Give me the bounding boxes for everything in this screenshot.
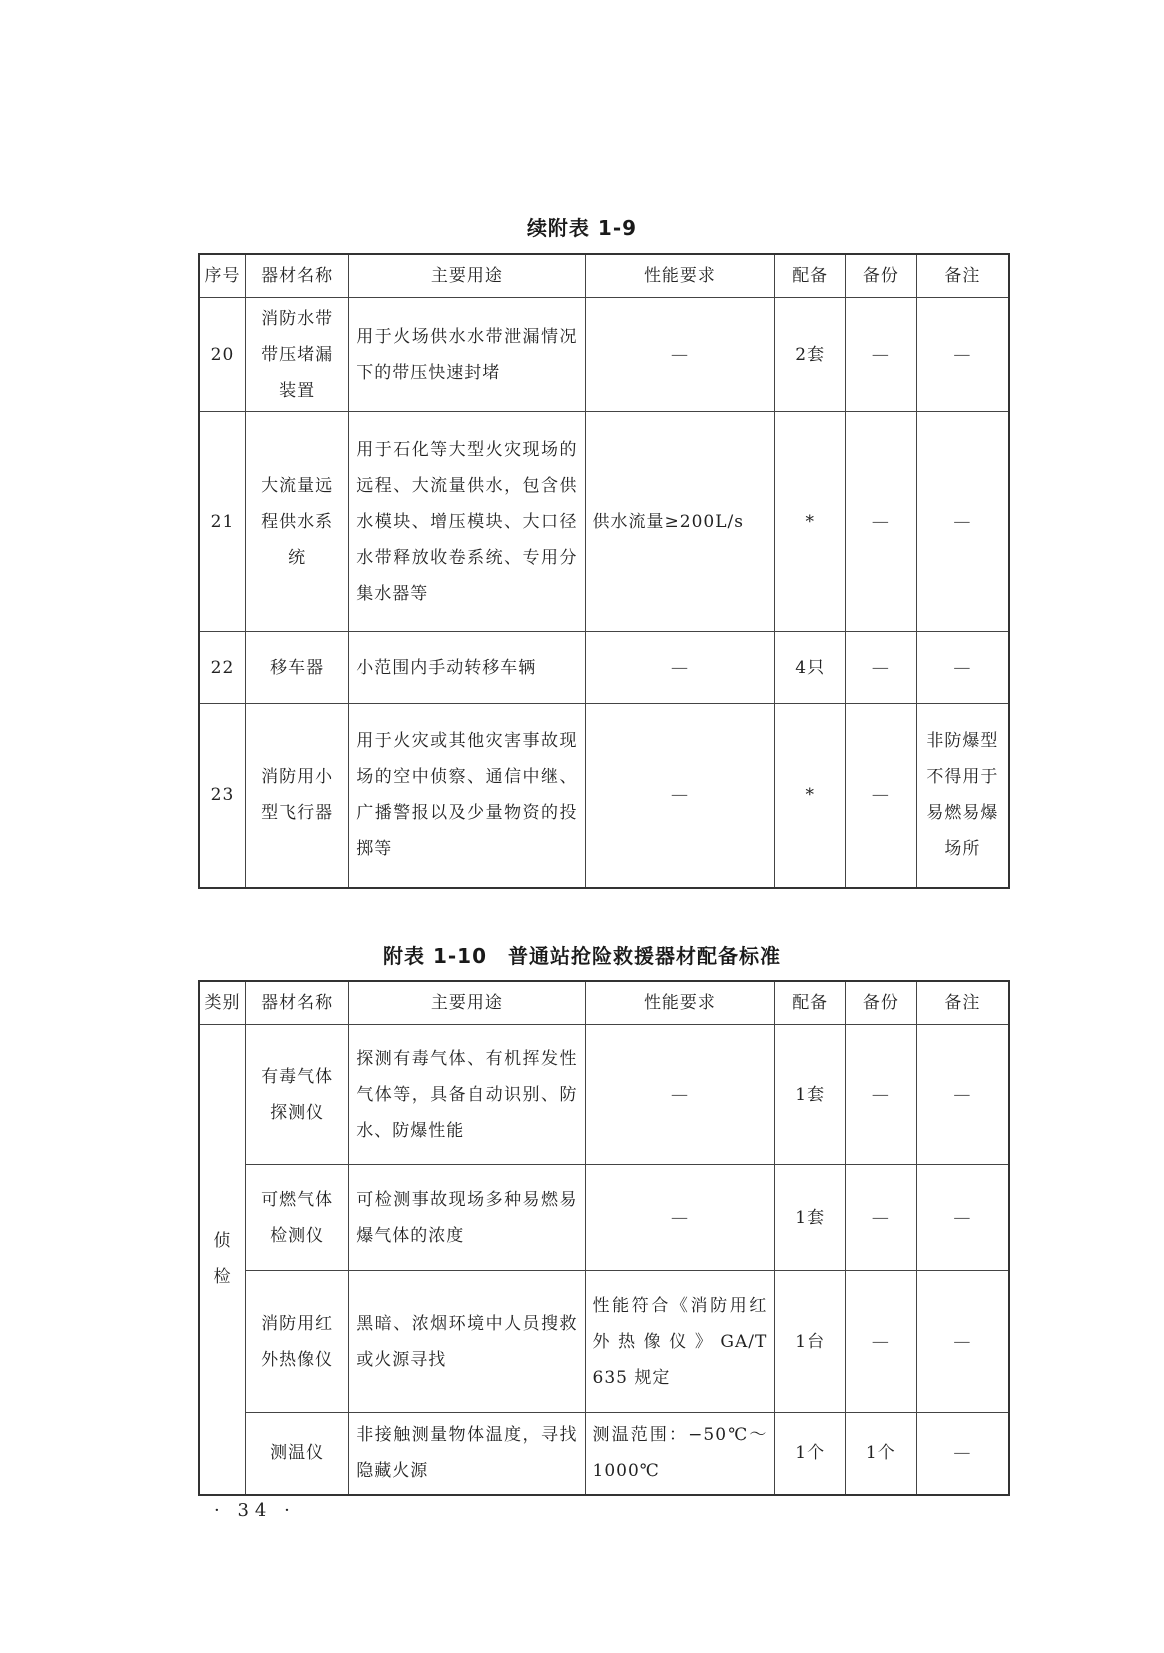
col-header-spare: 备份 (846, 981, 917, 1025)
col-header-equipped: 配备 (775, 981, 846, 1025)
equipment-usage: 用于火灾或其他灾害事故现场的空中侦察、通信中继、广播警报以及少量物资的投掷等 (349, 704, 585, 888)
performance-requirement: — (585, 704, 775, 888)
remarks: — (916, 298, 1009, 412)
equipment-table-1-9 (198, 253, 1010, 889)
equipment-name: 可燃气体检测仪 (245, 1165, 348, 1271)
spare-quantity: — (846, 298, 917, 412)
remarks: 非防爆型不得用于易燃易爆场所 (916, 704, 1009, 888)
equipment-usage: 探测有毒气体、有机挥发性气体等，具备自动识别、防水、防爆性能 (349, 1025, 585, 1165)
equipped-quantity: 4只 (775, 632, 846, 704)
equipment-name: 消防用红外热像仪 (245, 1271, 348, 1413)
performance-requirement: 测温范围：−50℃～1000℃ (585, 1413, 775, 1495)
col-header-equipped: 配备 (775, 254, 846, 298)
row-index: 20 (199, 298, 245, 412)
col-header-performance: 性能要求 (585, 981, 775, 1025)
performance-requirement: — (585, 298, 775, 412)
remarks: — (916, 1025, 1009, 1165)
equipped-quantity: 2套 (775, 298, 846, 412)
col-header-remarks: 备注 (916, 254, 1009, 298)
performance-requirement: — (585, 632, 775, 704)
remarks: — (916, 1413, 1009, 1495)
equipment-usage: 可检测事故现场多种易燃易爆气体的浓度 (349, 1165, 585, 1271)
col-header-spare: 备份 (846, 254, 917, 298)
table-row (199, 1025, 1009, 1165)
spare-quantity: — (846, 1025, 917, 1165)
table-row (199, 298, 1009, 412)
col-header-category: 类别 (199, 981, 245, 1025)
col-header-remarks: 备注 (916, 981, 1009, 1025)
spare-quantity: — (846, 704, 917, 888)
col-header-performance: 性能要求 (585, 254, 775, 298)
equipped-quantity: 1套 (775, 1165, 846, 1271)
table-row (199, 1165, 1009, 1271)
col-header-usage: 主要用途 (349, 254, 585, 298)
equipment-name: 移车器 (245, 632, 348, 704)
equipment-usage: 用于石化等大型火灾现场的远程、大流量供水，包含供水模块、增压模块、大口径水带释放收卷系统、专用分集水器等 (349, 412, 585, 632)
spare-quantity: — (846, 1165, 917, 1271)
equipment-usage: 小范围内手动转移车辆 (349, 632, 585, 704)
table1-header-row (199, 254, 1009, 298)
row-index: 22 (199, 632, 245, 704)
equipped-quantity: * (775, 412, 846, 632)
performance-requirement: — (585, 1165, 775, 1271)
spare-quantity: 1个 (846, 1413, 917, 1495)
equipment-name: 消防水带带压堵漏装置 (245, 298, 348, 412)
remarks: — (916, 1165, 1009, 1271)
equipped-quantity: 1个 (775, 1413, 846, 1495)
equipment-table-1-10 (198, 980, 1010, 1496)
table2-caption: 附表 1-10 普通站抢险救援器材配备标准 (382, 944, 781, 968)
equipment-usage: 非接触测量物体温度，寻找隐藏火源 (349, 1413, 585, 1495)
equipped-quantity: 1台 (775, 1271, 846, 1413)
table-row (199, 704, 1009, 888)
equipment-name: 消防用小型飞行器 (245, 704, 348, 888)
equipment-name: 大流量远程供水系统 (245, 412, 348, 632)
table-row (199, 412, 1009, 632)
col-header-name: 器材名称 (245, 254, 348, 298)
equipment-name: 测温仪 (245, 1413, 348, 1495)
remarks: — (916, 632, 1009, 704)
equipment-name: 有毒气体探测仪 (245, 1025, 348, 1165)
performance-requirement: — (585, 1025, 775, 1165)
remarks: — (916, 412, 1009, 632)
table-row (199, 632, 1009, 704)
equipment-usage: 黑暗、浓烟环境中人员搜救或火源寻找 (349, 1271, 585, 1413)
performance-requirement: 性能符合《消防用红外热像仪》GA/T 635 规定 (585, 1271, 775, 1413)
col-header-index: 序号 (199, 254, 245, 298)
spare-quantity: — (846, 632, 917, 704)
table-row (199, 1271, 1009, 1413)
spare-quantity: — (846, 1271, 917, 1413)
spare-quantity: — (846, 412, 917, 632)
page-number: · 34 · (214, 1500, 296, 1521)
row-index: 23 (199, 704, 245, 888)
row-index: 21 (199, 412, 245, 632)
table2-header-row (199, 981, 1009, 1025)
performance-requirement: 供水流量≥200L/s (585, 412, 775, 632)
equipment-usage: 用于火场供水水带泄漏情况下的带压快速封堵 (349, 298, 585, 412)
table-row (199, 1413, 1009, 1495)
col-header-name: 器材名称 (245, 981, 348, 1025)
col-header-usage: 主要用途 (349, 981, 585, 1025)
equipped-quantity: 1套 (775, 1025, 846, 1165)
table1-caption: 续附表 1-9 (526, 216, 638, 240)
remarks: — (916, 1271, 1009, 1413)
equipped-quantity: * (775, 704, 846, 888)
category-cell: 侦检 (199, 1025, 245, 1495)
